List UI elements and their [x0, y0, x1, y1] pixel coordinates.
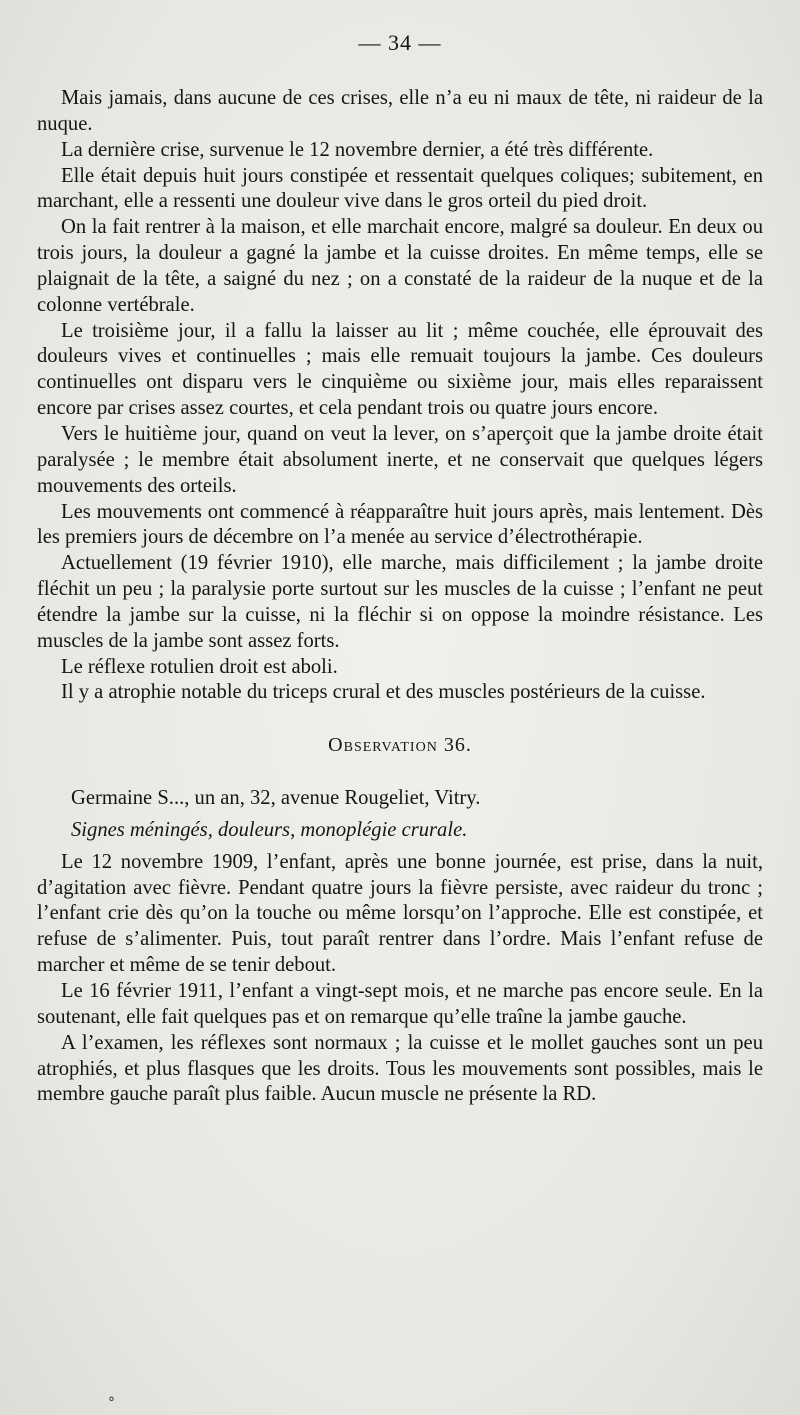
- observation-title: Observation: [328, 734, 438, 757]
- observation-subtitle: Signes méningés, douleurs, monoplégie crurale.: [71, 818, 468, 841]
- paragraph: Elle était depuis huit jours constipée et ressentait quelques coliques; subitement, en marchant, elle a ressenti une douleur vive dans le gros orteil du pied droit.: [37, 164, 763, 213]
- paragraph: Il y a atrophie notable du triceps crural et des muscles postérieurs de la cuisse.: [61, 681, 706, 704]
- page-body: [37, 86, 763, 1108]
- paragraph: Mais jamais, dans aucune de ces crises, elle n’a eu ni maux de tête, ni raideur de la nuque.: [37, 87, 763, 135]
- paragraph: A l’examen, les réflexes sont normaux ; la cuisse et le mollet gauches sont un peu atrophiés, et plus flasques que les droits. Tous les mouvements sont possibles, mais le membre gauche paraît plus faible. Aucun muscle ne présente la RD.: [37, 1031, 763, 1106]
- observation-heading: [37, 733, 763, 759]
- observation-number: 36.: [443, 734, 472, 757]
- paragraph: Le 16 février 1911, l’enfant a vingt-sept mois, et ne marche pas encore seule. En la soutenant, elle fait quelques pas et on remarque qu’elle traîne la jambe gauche.: [37, 980, 763, 1028]
- paragraph: Actuellement (19 février 1910), elle marche, mais difficilement ; la jambe droite fléchit un peu ; la paralysie porte surtout sur les muscles de la cuisse ; l’enfant ne peut étendre la jambe sur la cuisse, ni la fléchir si on oppose la moindre résistance. Les muscles de la jambe sont assez forts.: [37, 552, 763, 652]
- paragraph: Vers le huitième jour, quand on veut la lever, on s’aperçoit que la jambe droite était paralysée ; le membre était absolument inerte, et ne conservait que quelques légers mouvements des orteils.: [37, 422, 763, 497]
- paragraph: Le réflexe rotulien droit est aboli.: [61, 655, 338, 678]
- margin-mark: °: [108, 1395, 115, 1411]
- patient-line: Germaine S..., un an, 32, avenue Rougeliet, Vitry.: [71, 787, 481, 810]
- page-number: — 34 —: [358, 30, 442, 55]
- paragraph: On la fait rentrer à la maison, et elle marchait encore, malgré sa douleur. En deux ou trois jours, la douleur a gagné la jambe et la cuisse droites. En même temps, elle se plaignait de la tête, a saigné du nez ; on a constaté de la raideur de la nuque et de la colonne vertébrale.: [37, 216, 763, 316]
- paragraph: La dernière crise, survenue le 12 novembre dernier, a été très différente.: [61, 138, 654, 161]
- paragraph: Le troisième jour, il a fallu la laisser au lit ; même couchée, elle éprouvait des douleurs vives et continuelles ; mais elle remuait toujours la jambe. Ces douleurs continuelles ont disparu vers le cinquième ou sixième jour, mais elles reparaissent encore par crises assez courtes, et cela pendant trois ou quatre jours encore.: [37, 319, 763, 420]
- paragraph: Les mouvements ont commencé à réapparaître huit jours après, mais lentement. Dès les premiers jours de décembre on l’a menée au service d’électrothérapie.: [37, 500, 763, 549]
- paragraph: Le 12 novembre 1909, l’enfant, après une bonne journée, est prise, dans la nuit, d’agitation avec fièvre. Pendant quatre jours la fièvre persiste, avec raideur du tronc ; l’enfant crie dès qu’on la touche ou même lorsqu’on l’approche. Elle est constipée, et refuse de s’alimenter. Puis, tout paraît rentrer dans l’ordre. Mais l’enfant refuse de marcher et même de se tenir debout.: [37, 850, 763, 977]
